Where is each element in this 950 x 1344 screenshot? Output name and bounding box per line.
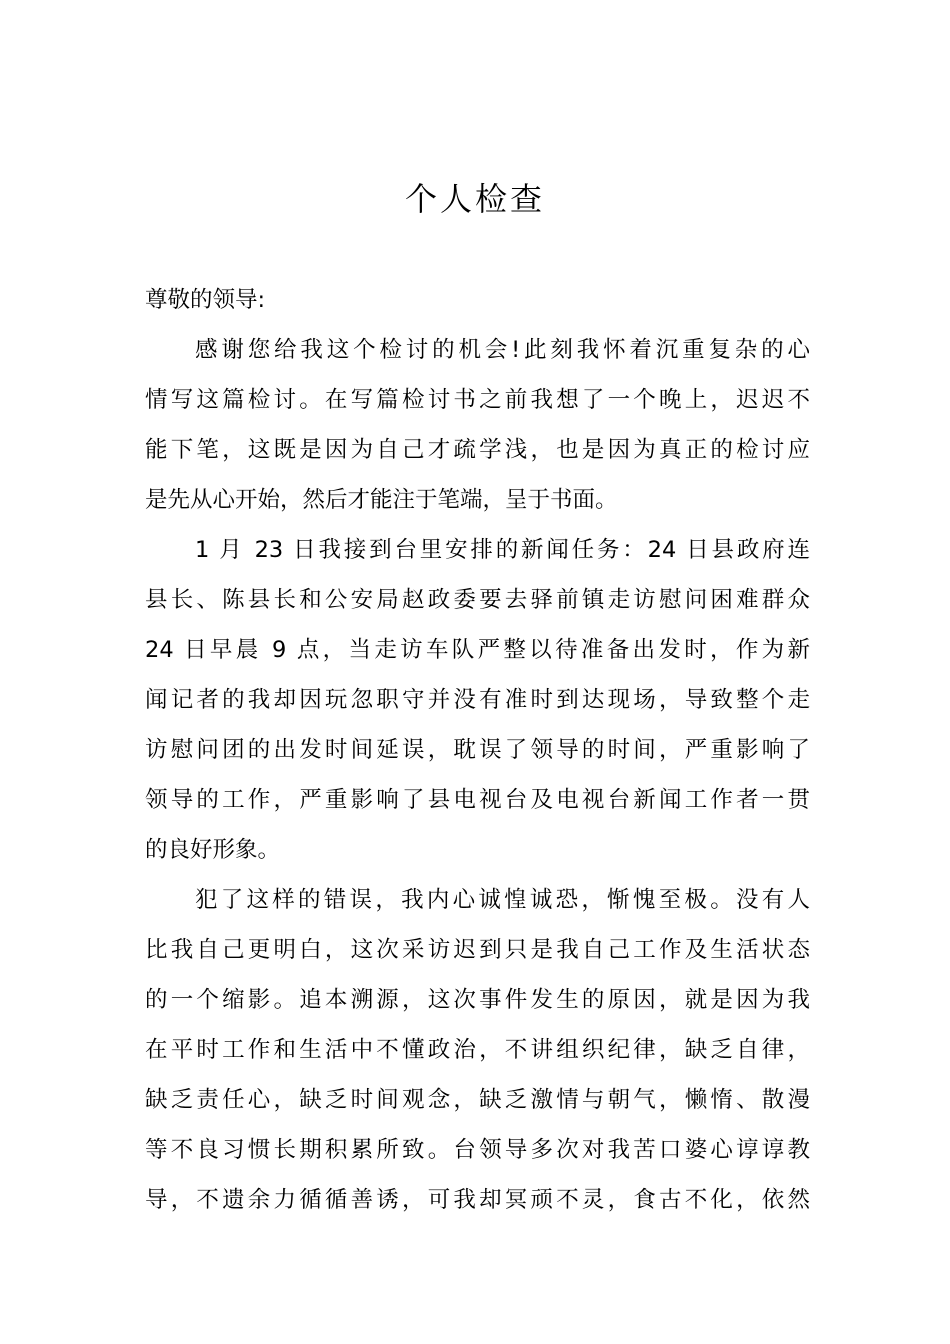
body-line: 情写这篇检讨。在写篇检讨书之前我想了一个晚上，迟迟不 [145,387,810,413]
document-title: 个人检查 [404,180,545,218]
body-line: 在平时工作和生活中不懂政治，不讲组织纪律，缺乏自律， [145,1037,810,1063]
body-line: 的良好形象。 [145,837,281,863]
body-line: 犯了这样的错误，我内心诚惶诚恐，惭愧至极。没有人 [195,887,810,913]
body-line: 访慰问团的出发时间延误，耽误了领导的时间，严重影响了 [145,737,810,763]
body-line: 县长、陈县长和公安局赵政委要去驿前镇走访慰问困难群众 [145,587,810,613]
body-line: 缺乏责任心，缺乏时间观念，缺乏激情与朝气，懒惰、散漫 [145,1087,810,1113]
body-line: 是先从心开始，然后才能注于笔端，呈于书面。 [145,487,618,513]
body-line: 领导的工作，严重影响了县电视台及电视台新闻工作者一贯 [145,787,810,813]
body-line: 的一个缩影。追本溯源，这次事件发生的原因，就是因为我 [145,987,810,1013]
body-line: 导，不遗余力循循善诱，可我却冥顽不灵，食古不化，依然 [145,1187,810,1213]
body-line: 等不良习惯长期积累所致。台领导多次对我苦口婆心谆谆教 [145,1137,810,1163]
body-line: 闻记者的我却因玩忽职守并没有准时到达现场，导致整个走 [145,687,810,713]
body-line: 24 日早晨 9 点，当走访车队严整以待准备出发时，作为新 [145,637,810,663]
salutation: 尊敬的领导: [145,287,266,313]
body-line: 感谢您给我这个检讨的机会!此刻我怀着沉重复杂的心 [195,337,810,363]
body-line: 1 月 23 日我接到台里安排的新闻任务：24 日县政府连 [195,537,810,563]
body-line: 能下笔，这既是因为自己才疏学浅，也是因为真正的检讨应 [145,437,810,463]
body-line: 比我自己更明白，这次采访迟到只是我自己工作及生活状态 [145,937,810,963]
